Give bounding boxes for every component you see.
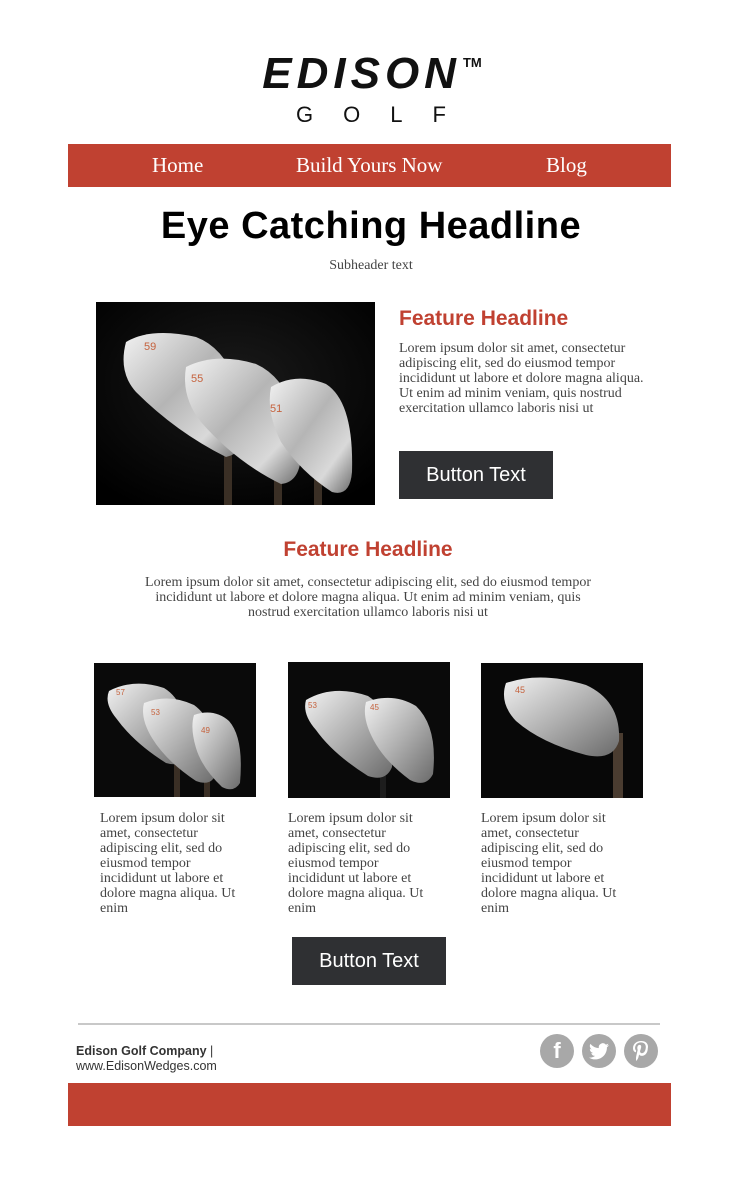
column-text-3: Lorem ipsum dolor sit amet, consectetur adipiscing elit, sed do eiusmod tempor incididunt ut labore et dolore magna aliqua. Ut enim (481, 811, 617, 916)
wedge-label-1: 59 (144, 341, 157, 353)
feature-button-1[interactable]: Button Text (399, 451, 553, 499)
feature-headline-2: Feature Headline (283, 538, 453, 561)
pinterest-icon[interactable] (624, 1034, 658, 1068)
logo-tm: TM (462, 55, 482, 70)
facebook-icon[interactable] (540, 1034, 574, 1068)
feature-body-2: Lorem ipsum dolor sit amet, consectetur adipiscing elit, sed do eiusmod tempor incididunt ut labore et dolore magna aliqua. Ut enim ad minim veniam, quis nostrud exercitation ullamco laboris nisi ut (145, 575, 591, 620)
feature-headline-1: Feature Headline (399, 307, 569, 330)
wedge-label-2: 55 (191, 373, 204, 385)
nav-item-blog[interactable]: Blog (546, 153, 587, 177)
footer-separator: | (206, 1044, 214, 1058)
footer-company-name: Edison Golf Company (76, 1044, 207, 1058)
twitter-bird-shape (589, 1043, 609, 1060)
page-headline: Eye Catching Headline (160, 205, 582, 247)
nav-item-build-yours-now[interactable]: Build Yours Now (296, 153, 443, 177)
col3-label-1: 45 (515, 685, 526, 695)
page-subheader: Subheader text (329, 258, 413, 273)
footer-website-link[interactable]: www.EdisonWedges.com (76, 1059, 217, 1073)
col1-label-1: 57 (116, 688, 125, 697)
footer-bar (68, 1083, 671, 1126)
twitter-icon[interactable] (582, 1034, 616, 1068)
logo-subtext: GOLF (296, 102, 476, 127)
nav-item-home[interactable]: Home (152, 153, 204, 177)
logo-wordmark (0, 49, 742, 98)
footer-divider (78, 1023, 660, 1025)
col1-label-2: 53 (151, 708, 160, 717)
feature-image-wedges (96, 302, 375, 505)
cta-button-2[interactable]: Button Text (292, 937, 446, 985)
facebook-glyph: f (553, 1038, 561, 1063)
column-image-1 (94, 663, 256, 797)
feature-body-1: Lorem ipsum dolor sit amet, consectetur adipiscing elit, sed do eiusmod tempor incididunt ut labore et dolore magna aliqua. Ut enim ad minim veniam, quis nostrud exercitation ullamco laboris nisi ut (399, 341, 644, 416)
column-text-2: Lorem ipsum dolor sit amet, consectetur adipiscing elit, sed do eiusmod tempor incididunt ut labore et dolore magna aliqua. Ut enim (288, 811, 424, 916)
col2-label-1: 53 (308, 701, 317, 710)
column-image-3 (481, 663, 643, 798)
nav-bar (68, 144, 671, 187)
col1-label-3: 49 (201, 726, 210, 735)
column-image-2 (288, 662, 450, 798)
column-text-1: Lorem ipsum dolor sit amet, consectetur adipiscing elit, sed do eiusmod tempor incididunt ut labore et dolore magna aliqua. Ut enim (100, 811, 236, 916)
col2-label-2: 45 (370, 703, 379, 712)
wedge-label-3: 51 (270, 403, 283, 415)
footer-company-info (76, 1044, 217, 1074)
logo-main-text: EDISON (262, 49, 461, 98)
pinterest-p-shape (633, 1041, 649, 1061)
